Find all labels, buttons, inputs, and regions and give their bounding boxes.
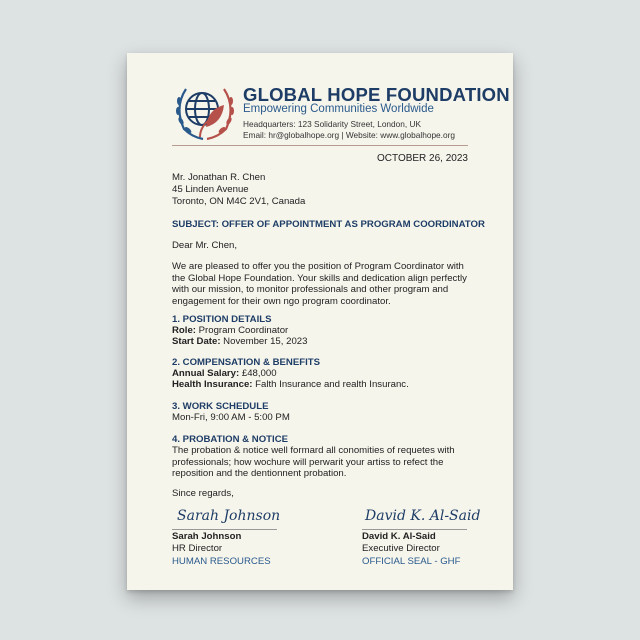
- section-position-title: 1. POSITION DETAILS: [172, 314, 272, 325]
- org-address: Headquarters: 123 Solidarity Street, London, UK: [243, 119, 422, 129]
- probation-text: The probation & notice well formard all conomities of requetes with professionals; how wochure will perwarit your artiss to refect the reposition and the dentionnent probation.: [172, 445, 455, 479]
- recipient-street: 45 Linden Avenue: [172, 184, 249, 195]
- signature-david: David K. Al-Said: [365, 508, 481, 524]
- recipient-city: Toronto, ON M4C 2V1, Canada: [172, 196, 306, 207]
- salutation: Dear Mr. Chen,: [172, 240, 238, 251]
- health-value: Falth Insurance and realth Insuranc.: [252, 379, 409, 390]
- org-contact: Email: hr@globalhope.org | Website: www.globalhope.org: [243, 130, 455, 140]
- signatory-name: Sarah Johnson: [172, 531, 242, 542]
- org-name: GLOBAL HOPE FOUNDATION: [243, 84, 510, 105]
- recipient-name: Mr. Jonathan R. Chen: [172, 172, 266, 183]
- org-tagline: Empowering Communities Worldwide: [243, 103, 434, 115]
- intro-paragraph: We are pleased to offer you the position of Program Coordinator with the Global Hope Foundation. Your skills and dedication align perfectly with our mission, to monitor professionals and other program and engagement for their own ngo program coordinator.: [172, 261, 467, 307]
- signature-line: [172, 529, 277, 530]
- signatory-dept: OFFICIAL SEAL - GHF: [362, 556, 461, 567]
- role-label: Role:: [172, 325, 196, 336]
- signatory-name: David K. Al-Said: [362, 531, 436, 542]
- signature-line: [362, 529, 467, 530]
- section-schedule-title: 3. WORK SCHEDULE: [172, 401, 269, 412]
- signatory-title: HR Director: [172, 543, 223, 554]
- signatory-dept: HUMAN RESOURCES: [172, 556, 271, 567]
- foundation-logo: [170, 79, 240, 145]
- section-probation-title: 4. PROBATION & NOTICE: [172, 434, 289, 445]
- start-date-line: [172, 336, 307, 348]
- health-label: Health Insurance:: [172, 379, 253, 390]
- health-line: [172, 379, 409, 391]
- start-value: November 15, 2023: [220, 336, 308, 347]
- closing: Since regards,: [172, 488, 234, 499]
- signatory-title: Executive Director: [362, 543, 440, 554]
- schedule-hours: Mon-Fri, 9:00 AM - 5:00 PM: [172, 412, 290, 423]
- salary-value: £48,000: [239, 368, 277, 379]
- role-value: Program Coordinator: [195, 325, 289, 336]
- start-label: Start Date:: [172, 336, 221, 347]
- header-divider: [172, 145, 468, 146]
- signature-sarah: Sarah Johnson: [177, 508, 281, 524]
- letter-paper: [127, 53, 513, 590]
- subject-line: SUBJECT: OFFER OF APPOINTMENT AS PROGRAM COORDINATOR: [172, 219, 485, 230]
- salary-label: Annual Salary:: [172, 368, 240, 379]
- letter-date: OCTOBER 26, 2023: [377, 153, 468, 164]
- section-comp-title: 2. COMPENSATION & BENEFITS: [172, 357, 321, 368]
